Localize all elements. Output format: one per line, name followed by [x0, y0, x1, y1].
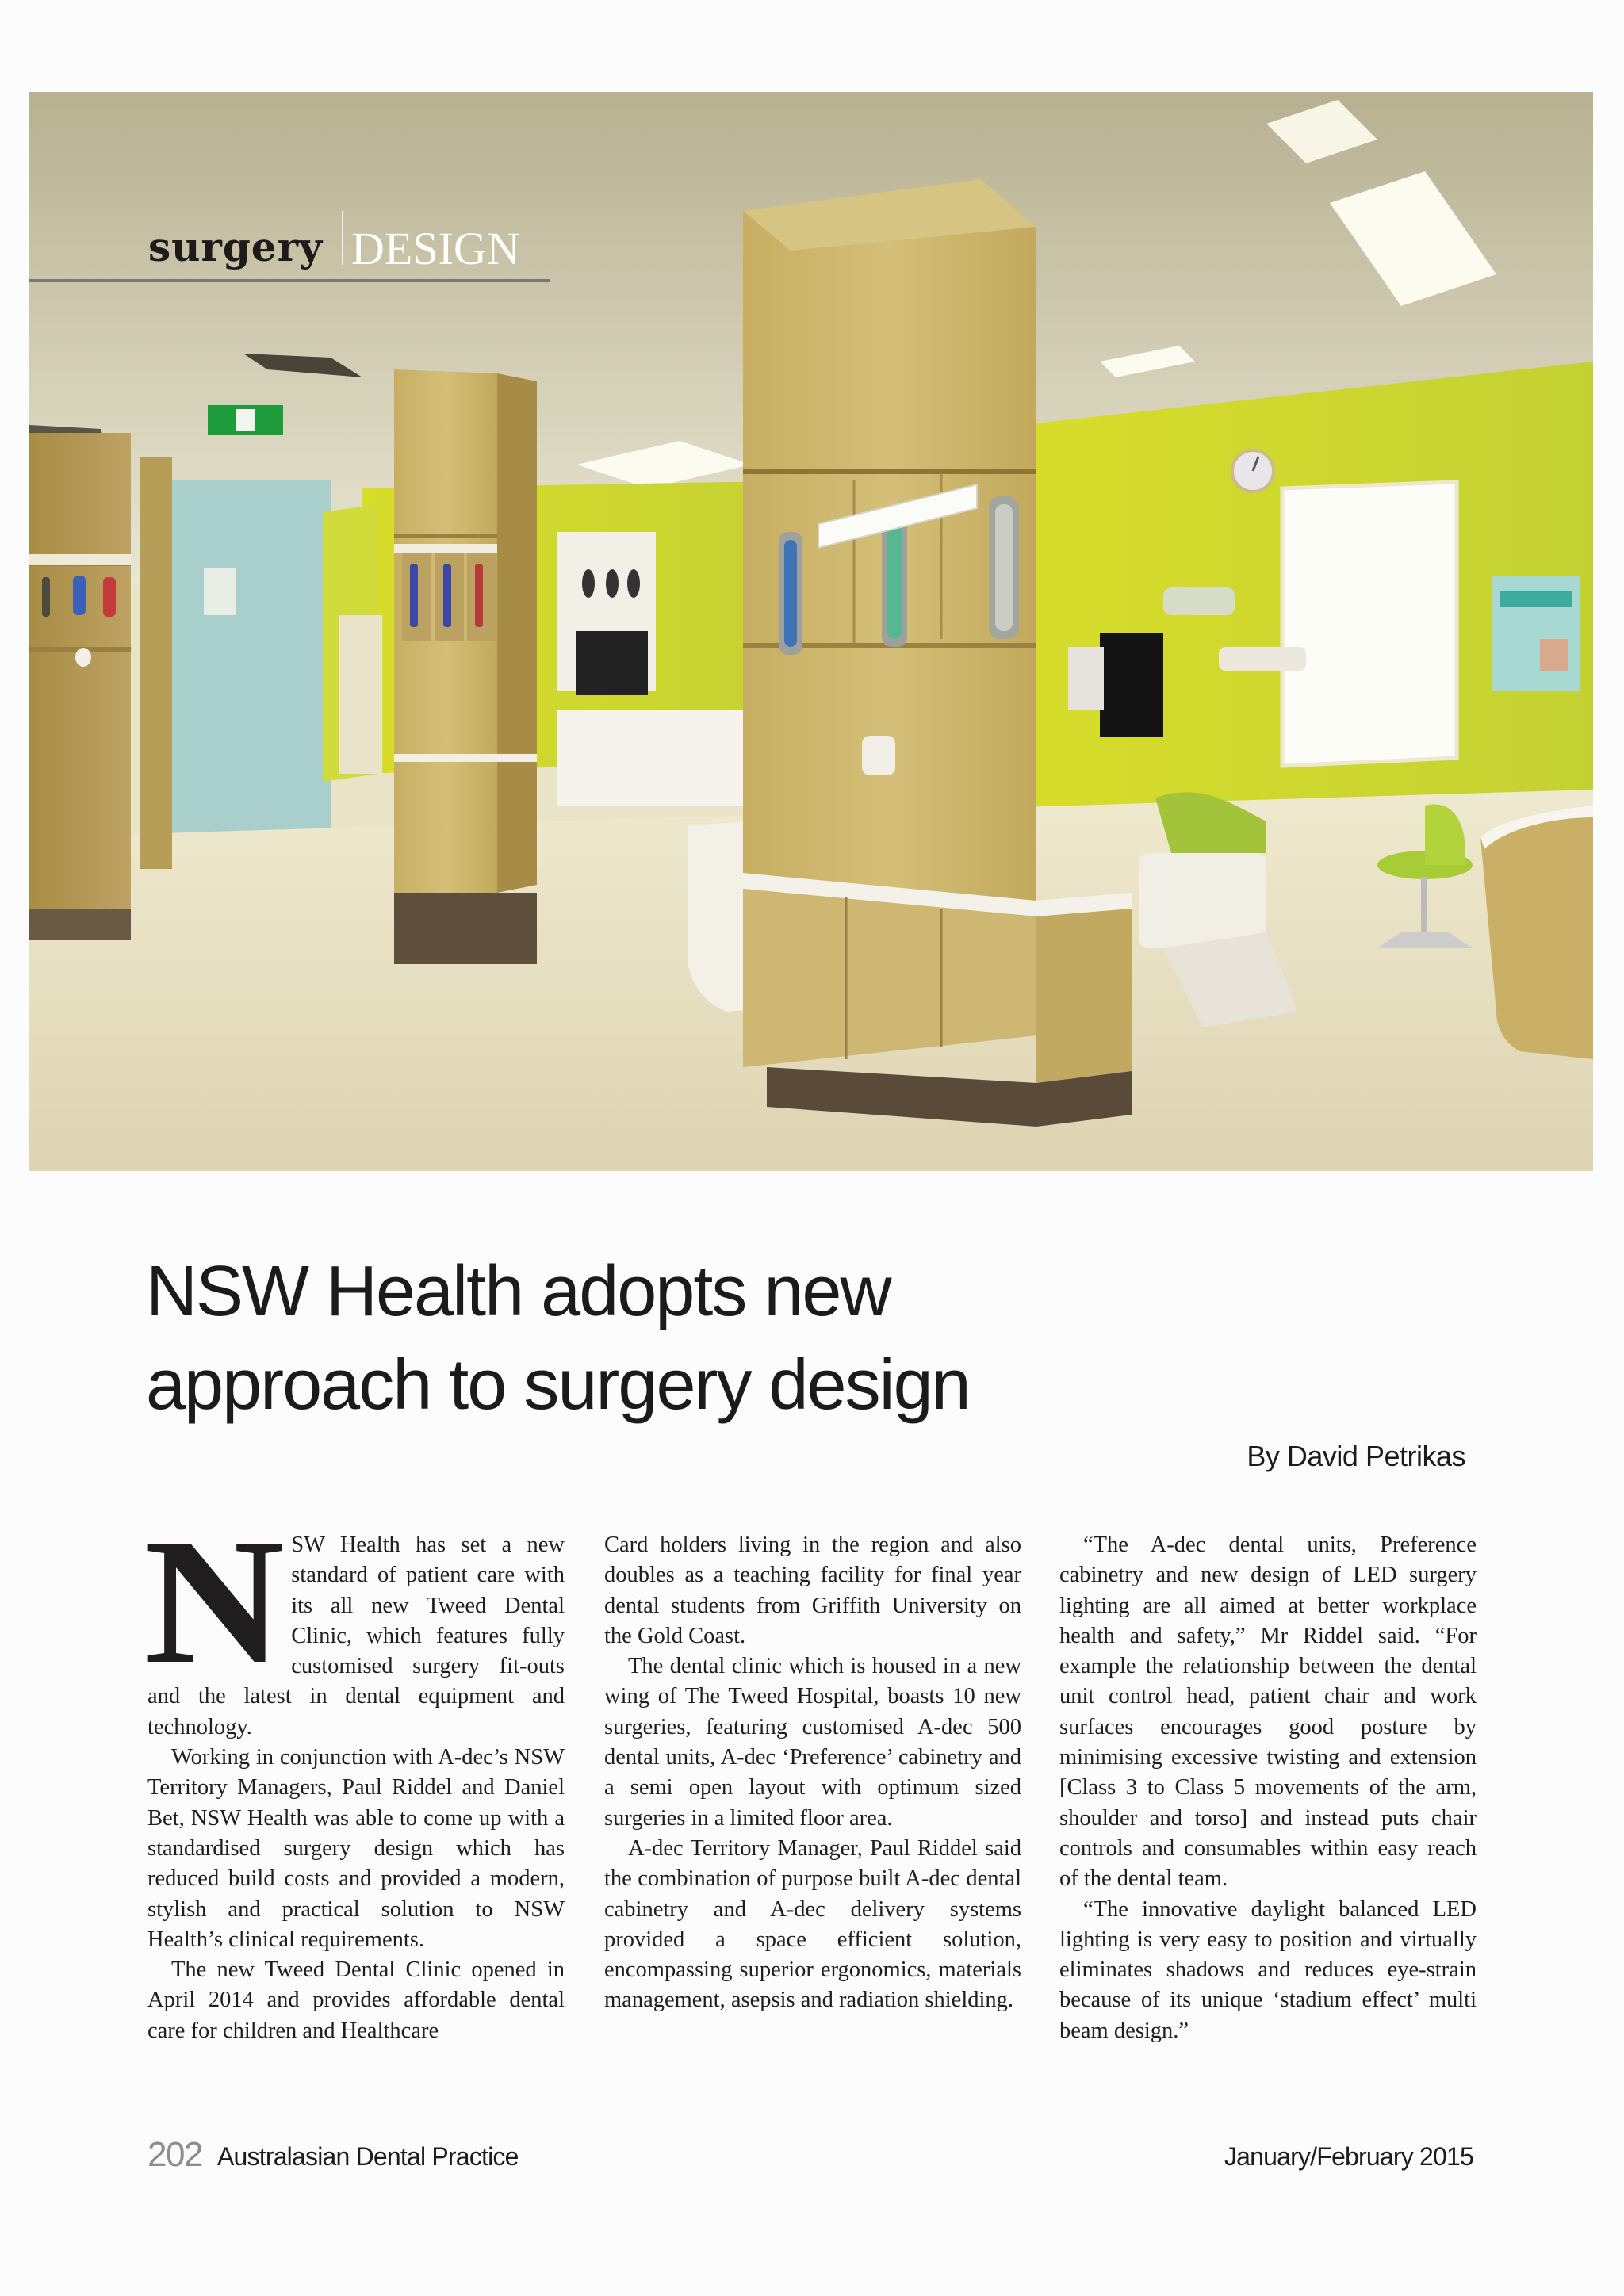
headline-line-1: NSW Health adopts new	[146, 1252, 891, 1331]
issue-date: January/February 2015	[1224, 2142, 1473, 2171]
paragraph: “The A-dec dental units, Preference cabinetry and new design of LED surgery lighting are all aimed at better workplace health and safety,” Mr Riddel said. “For example the relationship between the dental unit control head, patient chair and work surfaces encourages good posture by minimising excessive twisting and extension [Class 3 to Class 5 movements of the arm, shoulder and torso] and instead puts chair controls and consumables within easy reach of the dental team.	[1059, 1533, 1477, 1892]
section-label-surgery: surgery	[148, 224, 324, 270]
section-rule	[29, 279, 550, 282]
paragraph: The dental clinic which is housed in a new wing of The Tweed Hospital, boasts 10 new surgeries, featuring customised A-dec 500 dental units, A-dec ‘Preference’ cabinetry and a semi open layout with optimum sized surgeries in a limited floor area.	[604, 1654, 1021, 1831]
page-number: 202	[147, 2135, 202, 2174]
section-label-divider	[342, 211, 343, 265]
page-footer	[147, 2135, 1473, 2175]
article-body	[144, 1502, 1480, 2085]
section-label-design: DESIGN	[351, 223, 520, 274]
article-headline	[146, 1245, 1335, 1432]
paragraph: Card holders living in the region and also doubles as a teaching facility for final year dental students from Griffith University on the Gold Coast.	[604, 1533, 1021, 1648]
paragraph	[144, 1502, 565, 1743]
paragraph-text: SW Health has set a new standard of patient care with its all new Tweed Dental Clinic, which features fully customised surgery fit-outs and the latest in dental equipment and technology.	[147, 1533, 565, 1739]
article-column-3	[1059, 1530, 1477, 2046]
headline-line-2: approach to surgery design	[146, 1345, 970, 1425]
article-column-1	[144, 1502, 565, 2046]
paragraph: “The innovative daylight balanced LED lighting is very easy to position and virtually eliminates shadows and reduces eye-strain because of its unique ‘stadium effect’ multi beam design.”	[1059, 1896, 1477, 2043]
paragraph: The new Tweed Dental Clinic opened in April 2014 and provides affordable dental care for children and Healthcare	[147, 1957, 565, 2043]
article-column-2	[604, 1530, 1021, 2016]
paragraph: Working in conjunction with A-dec’s NSW Territory Managers, Paul Riddel and Daniel Bet, NSW Health was able to come up with a standardised surgery design which has reduced build costs and provided a modern, stylish and practical solution to NSW Health’s clinical requirements.	[147, 1745, 565, 1952]
publication-name: Australasian Dental Practice	[217, 2142, 519, 2171]
drop-cap: N	[144, 1502, 285, 1701]
section-tag	[29, 155, 550, 282]
hero-photo	[29, 92, 1593, 1171]
paragraph: A-dec Territory Manager, Paul Riddel said the combination of purpose built A-dec dental cabinetry and A-dec delivery systems provided a space efficient solution, encompassing superior ergonomics, materials management, asepsis and radiation shielding.	[604, 1835, 1021, 2013]
byline: By David Petrikas	[1247, 1440, 1465, 1472]
